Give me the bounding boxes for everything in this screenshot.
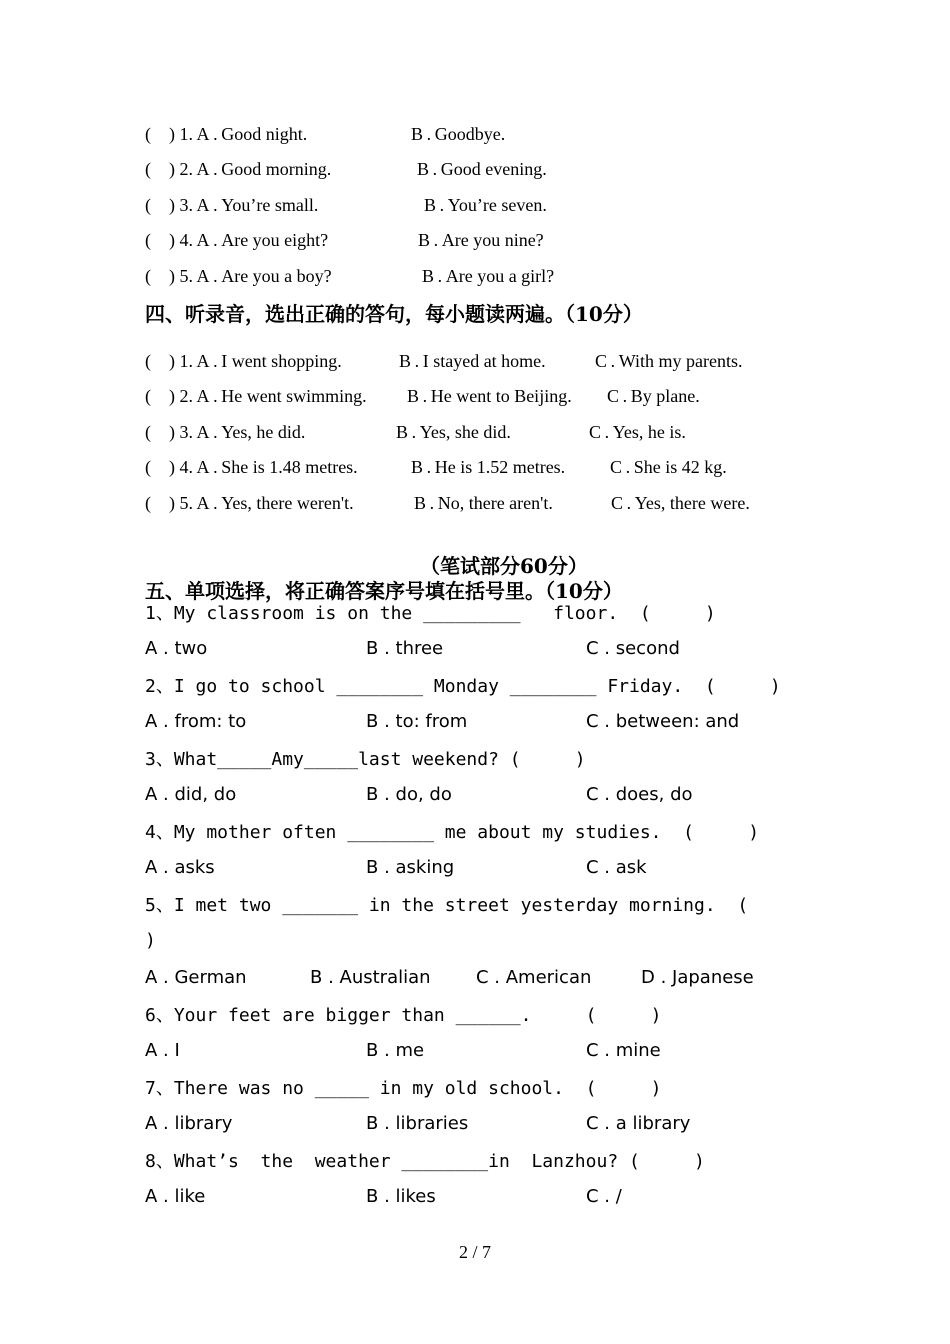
option-c: C . Yes, he is. (589, 422, 686, 442)
option-b: B . Are you a girl? (422, 266, 555, 286)
option-c: C . second (586, 638, 680, 659)
question-text: 8、What’s the weather ________in Lanzhou? ( ) (145, 1151, 705, 1172)
option-a: A . two (145, 638, 208, 659)
option-d: D . Japanese (641, 967, 754, 988)
option-a: A . from: to (145, 711, 247, 732)
option-b: B . me (366, 1040, 425, 1061)
option-b: B . Australian (310, 967, 431, 988)
question-text: 3、What_____Amy_____last weekend? ( ) (145, 749, 586, 770)
option-b: B . I stayed at home. (399, 351, 546, 371)
option-a: A . did, do (145, 784, 237, 805)
question-text: 4、My mother often ________ me about my studies. ( ) (145, 822, 760, 843)
written-part-title: （笔试部分60分） (420, 554, 588, 578)
option-c: C . ask (586, 857, 647, 878)
option-a: ( ) 4. A . Are you eight? (145, 230, 329, 250)
option-c: C . American (476, 967, 592, 988)
option-b: B . He is 1.52 metres. (411, 457, 566, 477)
option-b: B . three (366, 638, 444, 659)
section5-title: 五、单项选择，将正确答案序号填在括号里。（10分） (145, 579, 623, 603)
question-text: 1、My classroom is on the _________ floor. ( ) (145, 603, 716, 624)
option-c: C . mine (586, 1040, 661, 1061)
option-a: ( ) 3. A . Yes, he did. (145, 422, 306, 442)
option-c: C . / (586, 1186, 622, 1207)
option-b: B . libraries (366, 1113, 469, 1134)
option-b: B . Yes, she did. (396, 422, 511, 442)
option-b: B . Good evening. (417, 159, 547, 179)
option-a: A . asks (145, 857, 215, 878)
option-a: A . German (145, 967, 247, 988)
option-b: B . do, do (366, 784, 452, 805)
section4-title: 四、听录音，选出正确的答句，每小题读两遍。（10分） (145, 302, 643, 326)
question-text: 7、There was no _____ in my old school. ( ) (145, 1078, 662, 1099)
option-b: B . Are you nine? (418, 230, 544, 250)
option-a: ( ) 3. A . You’re small. (145, 195, 319, 215)
option-c: C . She is 42 kg. (610, 457, 727, 477)
option-a: ( ) 5. A . Are you a boy? (145, 266, 332, 286)
option-b: B . No, there aren't. (414, 493, 553, 513)
option-a: A . library (145, 1113, 233, 1134)
option-c: C . With my parents. (595, 351, 743, 371)
option-a: ( ) 2. A . He went swimming. (145, 386, 367, 406)
option-a: A . like (145, 1186, 206, 1207)
option-a: ( ) 2. A . Good morning. (145, 159, 332, 179)
option-c: C . Yes, there were. (611, 493, 750, 513)
option-b: B . to: from (366, 711, 468, 732)
page-number: 2 / 7 (458, 1242, 491, 1262)
option-c: C . a library (586, 1113, 691, 1134)
option-b: B . He went to Beijing. (407, 386, 572, 406)
option-c: C . between: and (586, 711, 740, 732)
option-b: B . asking (366, 857, 455, 878)
option-b: B . You’re seven. (424, 195, 547, 215)
option-a: ( ) 5. A . Yes, there weren't. (145, 493, 354, 513)
option-a: ( ) 1. A . I went shopping. (145, 351, 342, 371)
option-c: C . does, do (586, 784, 693, 805)
option-b: B . Goodbye. (411, 124, 506, 144)
option-c: C . By plane. (607, 386, 700, 406)
option-a: ( ) 1. A . Good night. (145, 124, 308, 144)
option-a: A . I (145, 1040, 180, 1061)
question-text-continued: ) (145, 930, 156, 951)
option-a: ( ) 4. A . She is 1.48 metres. (145, 457, 358, 477)
question-text: 2、I go to school ________ Monday ________ Friday. ( ) (145, 676, 781, 697)
question-text: 6、Your feet are bigger than ______. ( ) (145, 1005, 662, 1026)
question-text: 5、I met two _______ in the street yesterday morning. ( (145, 895, 749, 916)
option-b: B . likes (366, 1186, 436, 1207)
